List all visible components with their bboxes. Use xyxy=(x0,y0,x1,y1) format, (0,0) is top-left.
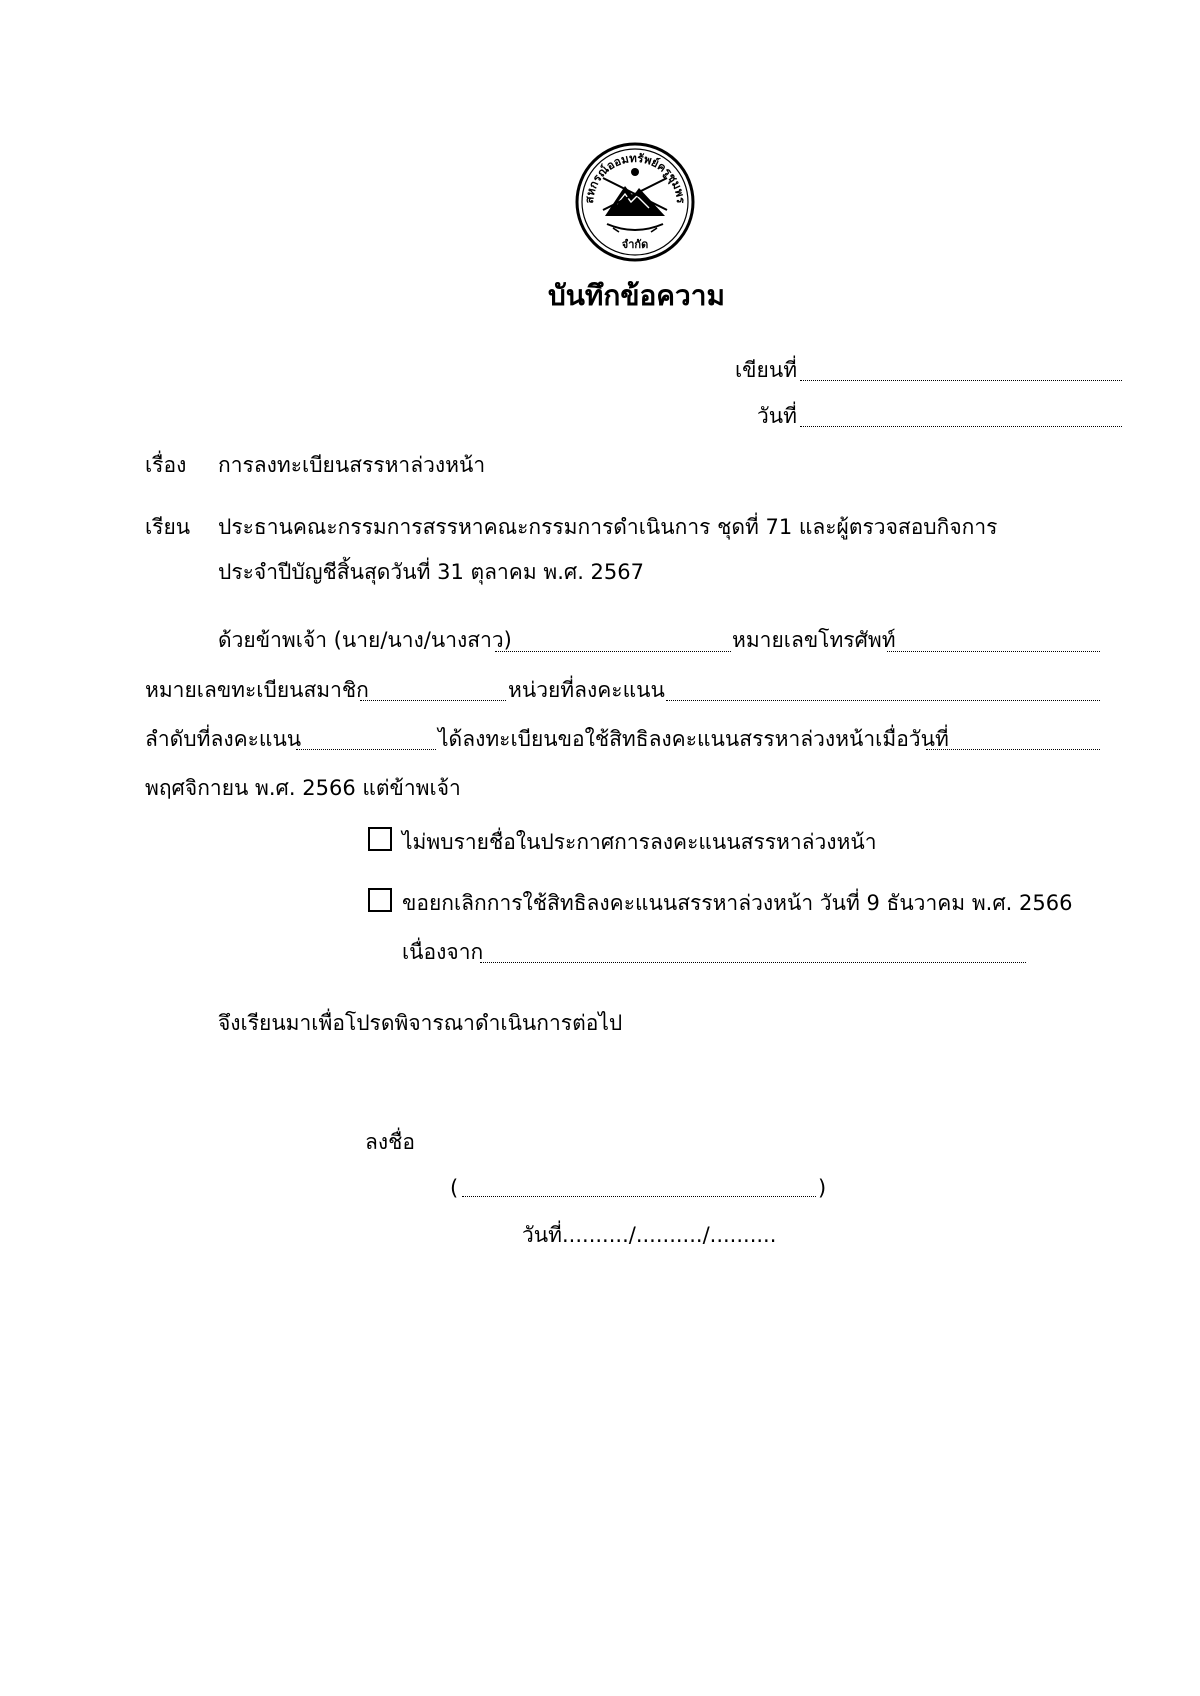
date-field[interactable] xyxy=(800,426,1122,427)
written-at-label: เขียนที่ xyxy=(735,358,798,382)
written-at-field[interactable] xyxy=(800,380,1122,381)
voting-unit-field[interactable] xyxy=(666,700,1100,701)
svg-text:จำกัด: จำกัด xyxy=(621,238,649,251)
subject-text: การลงทะเบียนสรรหาล่วงหน้า xyxy=(218,453,486,477)
voting-order-field[interactable] xyxy=(296,749,436,750)
open-parenthesis: ( xyxy=(450,1176,459,1200)
member-number-label: หมายเลขทะเบียนสมาชิก xyxy=(145,678,369,702)
closing-text: จึงเรียนมาเพื่อโปรดพิจารณาดำเนินการต่อไป xyxy=(218,1011,623,1035)
phone-label: หมายเลขโทรศัพท์ xyxy=(732,628,896,652)
month-text: พฤศจิกายน พ.ศ. 2566 แต่ข้าพเจ้า xyxy=(145,776,461,800)
document-title: บันทึกข้อความ xyxy=(548,279,725,312)
recipient-line-2: ประจำปีบัญชีสิ้นสุดวันที่ 31 ตุลาคม พ.ศ. 2567 xyxy=(218,560,644,584)
option-cancel-voting-checkbox[interactable] xyxy=(368,888,392,912)
option-name-not-found-label: ไม่พบรายชื่อในประกาศการลงคะแนนสรรหาล่วงหน้า xyxy=(402,830,877,854)
close-parenthesis: ) xyxy=(818,1176,827,1200)
cooperative-seal-logo xyxy=(573,140,697,264)
option-name-not-found-checkbox[interactable] xyxy=(368,827,392,851)
phone-field[interactable] xyxy=(887,651,1100,652)
recipient-label: เรียน xyxy=(145,515,191,539)
svg-text:สหกรณ์ออมทรัพย์ครูชุมพร: สหกรณ์ออมทรัพย์ครูชุมพร xyxy=(581,150,689,204)
option-cancel-voting-label: ขอยกเลิกการใช้สิทธิลงคะแนนสรรหาล่วงหน้า วันที่ 9 ธันวาคม พ.ศ. 2566 xyxy=(402,891,1073,915)
signatory-name-field[interactable] xyxy=(462,1196,816,1197)
voting-order-label: ลำดับที่ลงคะแนน xyxy=(145,727,302,751)
signature-date-line: วันที่........../........../.......... xyxy=(522,1223,777,1247)
registration-date-field[interactable] xyxy=(926,749,1100,750)
recipient-line-1: ประธานคณะกรรมการสรรหาคณะกรรมการดำเนินการ ชุดที่ 71 และผู้ตรวจสอบกิจการ xyxy=(218,515,998,539)
date-label: วันที่ xyxy=(757,404,797,428)
subject-label: เรื่อง xyxy=(145,453,187,477)
reason-label: เนื่องจาก xyxy=(402,940,484,964)
registered-text: ได้ลงทะเบียนขอใช้สิทธิลงคะแนนสรรหาล่วงหน้าเมื่อวันที่ xyxy=(438,727,949,751)
voting-unit-label: หน่วยที่ลงคะแนน xyxy=(508,678,665,702)
member-number-field[interactable] xyxy=(360,700,506,701)
applicant-label: ด้วยข้าพเจ้า (นาย/นาง/นางสาว) xyxy=(218,628,512,652)
signature-label: ลงชื่อ xyxy=(365,1130,415,1154)
reason-field[interactable] xyxy=(480,962,1026,963)
applicant-name-field[interactable] xyxy=(495,651,731,652)
